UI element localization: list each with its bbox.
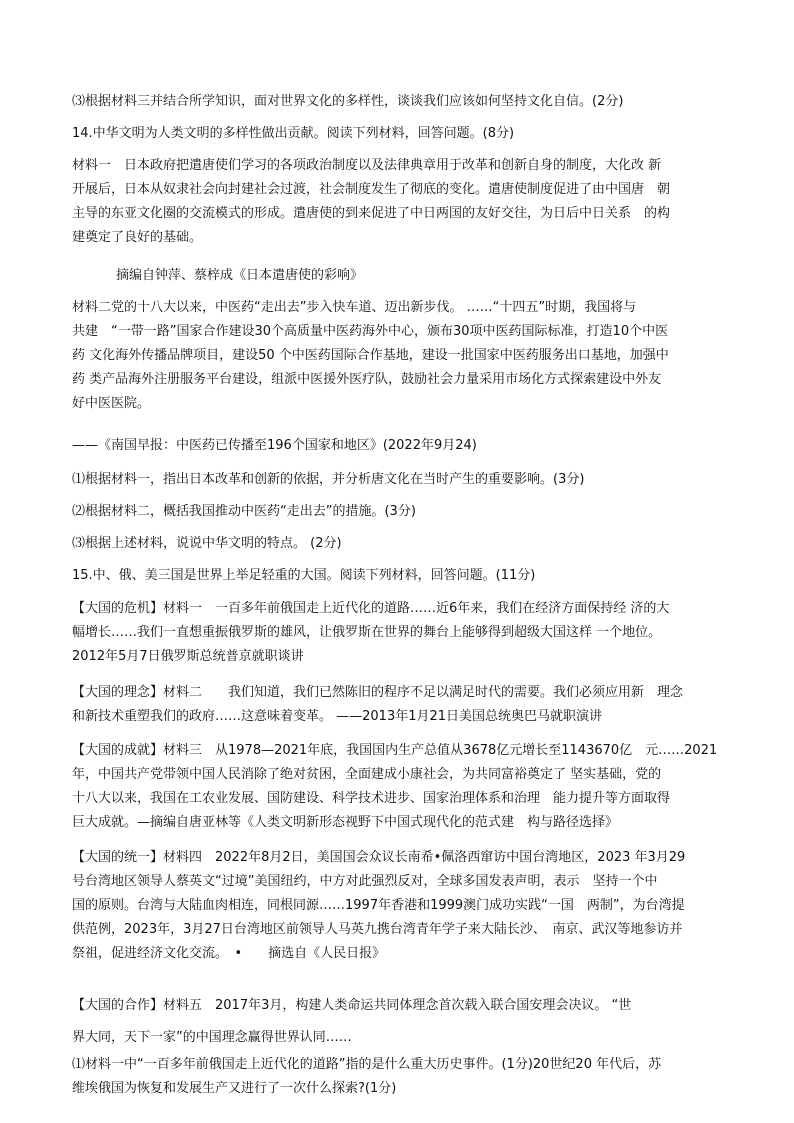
q14-material-2-source: ——《南国早报：中医药已传播至196个国家和地区》(2022年9月24) [72,438,477,453]
q14-material-1 [72,154,724,250]
text-line: 好中医医院。 [72,396,151,411]
text-line: 【大国的危机】材料一 一百多年前俄国走上近代化的道路……近6年来，我们在经济方面保持经 济的大 [72,601,670,616]
text-line: 药 类产品海外注册服务平台建设，组派中医援外医疗队，鼓励社会力量采用市场化方式探索建设中外友 [72,372,662,387]
q14-part3: ⑶根据上述材料，说说中华文明的特点。 (2分) [72,536,342,551]
q15-material-5 [72,990,724,1054]
q13-part3: ⑶根据材料三并结合所学知识，面对世界文化的多样性，谈谈我们应该如何坚持文化自信。(2分) [72,94,624,109]
text-line: 年，中国共产党带领中国人民消除了绝对贫困，全面建成小康社会，为共同富裕奠定了 坚实基础，党的 [72,767,662,782]
q15-intro: 15.中、俄、美三国是世界上举足轻重的大国。阅读下列材料，回答问题。(11分) [72,568,536,583]
q15-material-3 [72,739,724,835]
text-line: 材料一 日本政府把遣唐使们学习的各项政治制度以及法律典章用于改革和创新自身的制度，大化改 新 [72,158,662,173]
q15-material-2 [72,681,724,729]
text-line: 【大国的统一】材料四 2022年8月2日，美国国会众议长南希•佩洛西窜访中国台湾地区，2023 年3月29 [72,850,686,865]
text-line: 药 文化海外传播品牌项目，建设50 个中医药国际合作基地，建设一批国家中医药服务出口基地，加强中 [72,348,669,363]
q14-intro: 14.中华文明为人类文明的多样性做出贡献。阅读下列材料，回答问题。(8分) [72,126,515,141]
q15-part1 [72,1053,724,1101]
q14-material-1-source: 摘编自钟萍、蔡梓成《日本遣唐使的彩响》 [116,268,364,283]
text-line: 国的原则。台湾与大陆血肉相连，同根同源……1997年香港和1999澳门成功实践“一国 两制”，为台湾提 [72,898,685,913]
q14-part1: ⑴根据材料一，指出日本改革和创新的依据，并分析唐文化在当时产生的重要影响。(3分) [72,472,585,487]
q14-material-2 [72,296,724,416]
text-line: 界大同，天下一家”的中国理念赢得世界认同…… [72,1030,352,1045]
text-line: 共建 “一带一路”国家合作建设30个高质量中医药海外中心，颁布30项中医药国际标准，打造10个中医 [72,324,669,339]
text-line: 2012年5月7日俄罗斯总统普京就职谈讲 [72,649,304,664]
q15-material-4 [72,846,724,966]
text-line: 主导的东亚文化圈的交流模式的形成。遣唐使的到来促进了中日两国的友好交往，为日后中日关系 的构 [72,206,671,221]
text-line: 建奠定了良好的基础。 [72,230,203,245]
text-line: 维埃俄国为恢复和发展生产又进行了一次什么探索?(1分) [72,1081,397,1096]
text-line: 十八大以来，我国在工农业发展、国防建设、科学技术进步、国家治理体系和治理 能力提升等方面取得 [72,791,671,806]
text-line: 和新技术重塑我们的政府……这意味着变革。 ——2013年1月21日美国总统奥巴马就职演讲 [72,709,603,724]
text-line: 巨大成就。—摘编自唐亚林等《人类文明新形态视野下中国式现代化的范式建 构与路径选择》 [72,815,619,830]
text-line: 幅增长……我们一直想重振俄罗斯的雄风，让俄罗斯在世界的舞台上能够得到超级大国这样 一个地位。 [72,625,662,640]
q15-material-1 [72,597,724,669]
text-line: 祭祖，促进经济文化交流。 • 摘选自《人民日报》 [72,946,386,961]
text-line: 材料二党的十八大以来，中医药“走出去”步入快车道、迈出新步伐。 ……“十四五”时期，我国将与 [72,300,637,315]
text-line: 【大国的成就】材料三 从1978—2021年底，我国国内生产总值从3678亿元增长至1143670亿 元……2021 [72,743,718,758]
q14-part2: ⑵根据材料二，概括我国推动中医药“走出去”的措施。(3分) [72,504,416,519]
text-line: 号台湾地区领导人蔡英文“过境”美国纽约，中方对此强烈反对，全球多国发表声明，表示 坚持一个中 [72,874,658,889]
text-line: ⑴材料一中“一百多年前俄国走上近代化的道路”指的是什么重大历史事件。(1分)20世纪20 年代后，苏 [72,1057,662,1072]
text-line: 供范例，2023年，3月27日台湾地区前领导人马英九携台湾青年学子来大陆长沙、 南京、武汉等地参访并 [72,922,683,937]
text-line: 开展后，日本从奴隶社会向封建社会过渡，社会制度发生了彻底的变化。遣唐使制度促进了由中国唐 朝 [72,182,671,197]
text-line: 【大国的合作】材料五 2017年3月，构建人类命运共同体理念首次载入联合国安理会决议。 “世 [72,998,632,1013]
text-line: 【大国的理念】材料二 我们知道，我们已然陈旧的程序不足以满足时代的需要。我们必须应用新 理念 [72,685,684,700]
